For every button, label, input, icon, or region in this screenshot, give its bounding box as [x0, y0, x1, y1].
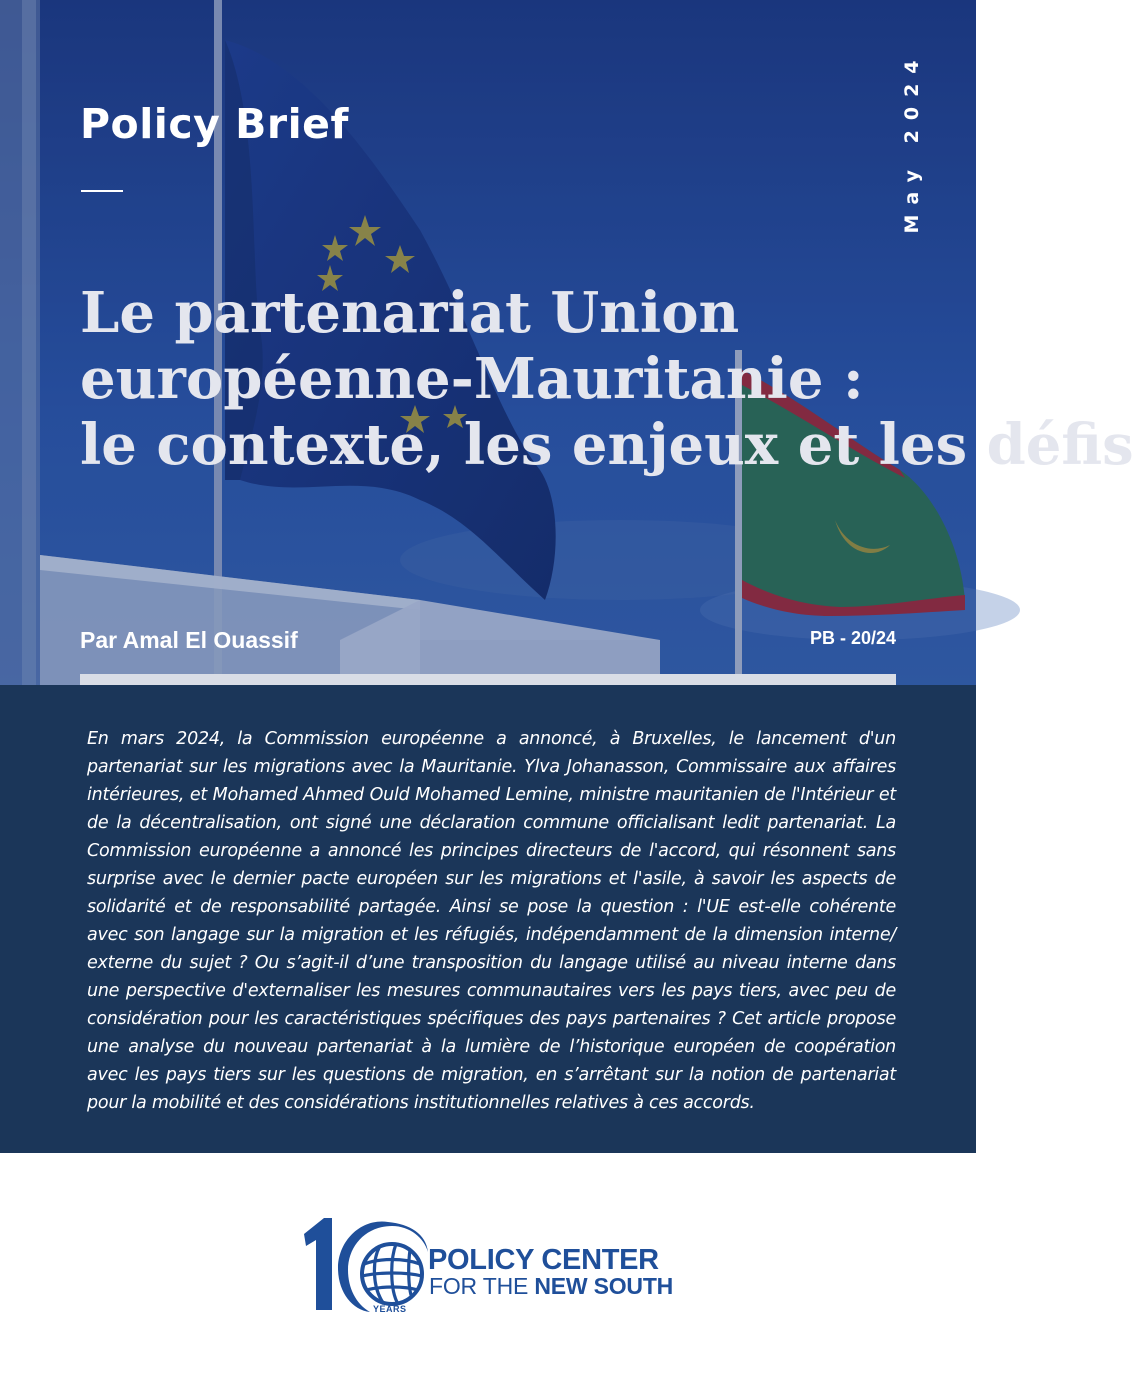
- title-line-3: le contexte, les enjeux et les défis: [80, 412, 1134, 478]
- cover-hero: [0, 0, 1134, 685]
- ten-years-globe-icon: [300, 1212, 430, 1322]
- abstract-section: [0, 685, 976, 1153]
- publisher-logo: [300, 1212, 680, 1322]
- years-label: YEARS: [373, 1304, 407, 1314]
- abstract-text: En mars 2024, la Commission européenne a annoncé, à Bruxelles, le lancement d'un partenariat sur les migrations avec la Mauritanie. Ylva Johanasson, Commissaire aux affaires intérieures, et Mohamed Ahmed Ould Mohamed Lemine, ministre mauritanien de l'Intérieur et de la décentralisation, ont signé une déclaration commune officialisant ledit partenariat. La Commission européenne a annoncé les principes directeurs de l'accord, qui résonnent sans surprise avec le dernier pacte européen sur les migrations et l'asile, à savoir les aspects de solidarité et de responsabilité partagée. Ainsi se pose la question : l'UE est-elle cohérente avec son langage sur la migration et les réfugiés, indépendamment de la dimension interne/ externe du sujet ? Ou s’agit-il d’une transposition du langage utilisé au niveau interne dans une perspective d'externaliser les mesures communautaires vers les pays tiers, avec peu de considération pour les caractéristiques spécifiques des pays partenaires ? Cet article propose une analyse du nouveau partenariat à la lumière de l’historique européen de coopération avec les pays tiers sur les questions de migration, en s’arrêtant sur la notion de partenariat pour la mobilité et des considérations institutionnelles relatives à ces accords.: [87, 729, 896, 1113]
- publication-date-text: May 2024: [901, 50, 923, 234]
- logo-wordmark-line-1: POLICY CENTER: [428, 1244, 659, 1276]
- title-line-1: Le partenariat Union: [80, 280, 740, 346]
- publication-date: [898, 52, 926, 232]
- kicker-divider: [81, 190, 123, 192]
- logo-wordmark-prefix: FOR THE: [429, 1273, 535, 1299]
- hero-bottom-bar: [80, 674, 896, 685]
- logo-wordmark-bold: NEW SOUTH: [534, 1273, 674, 1299]
- title-line-2: européenne-Mauritanie :: [80, 346, 864, 412]
- logo-wordmark-line-2: [429, 1273, 673, 1300]
- author-byline: Par Amal El Ouassif: [80, 627, 298, 653]
- document-title: [80, 280, 1134, 478]
- document-type: Policy Brief: [80, 100, 349, 148]
- document-code: PB - 20/24: [809, 628, 896, 648]
